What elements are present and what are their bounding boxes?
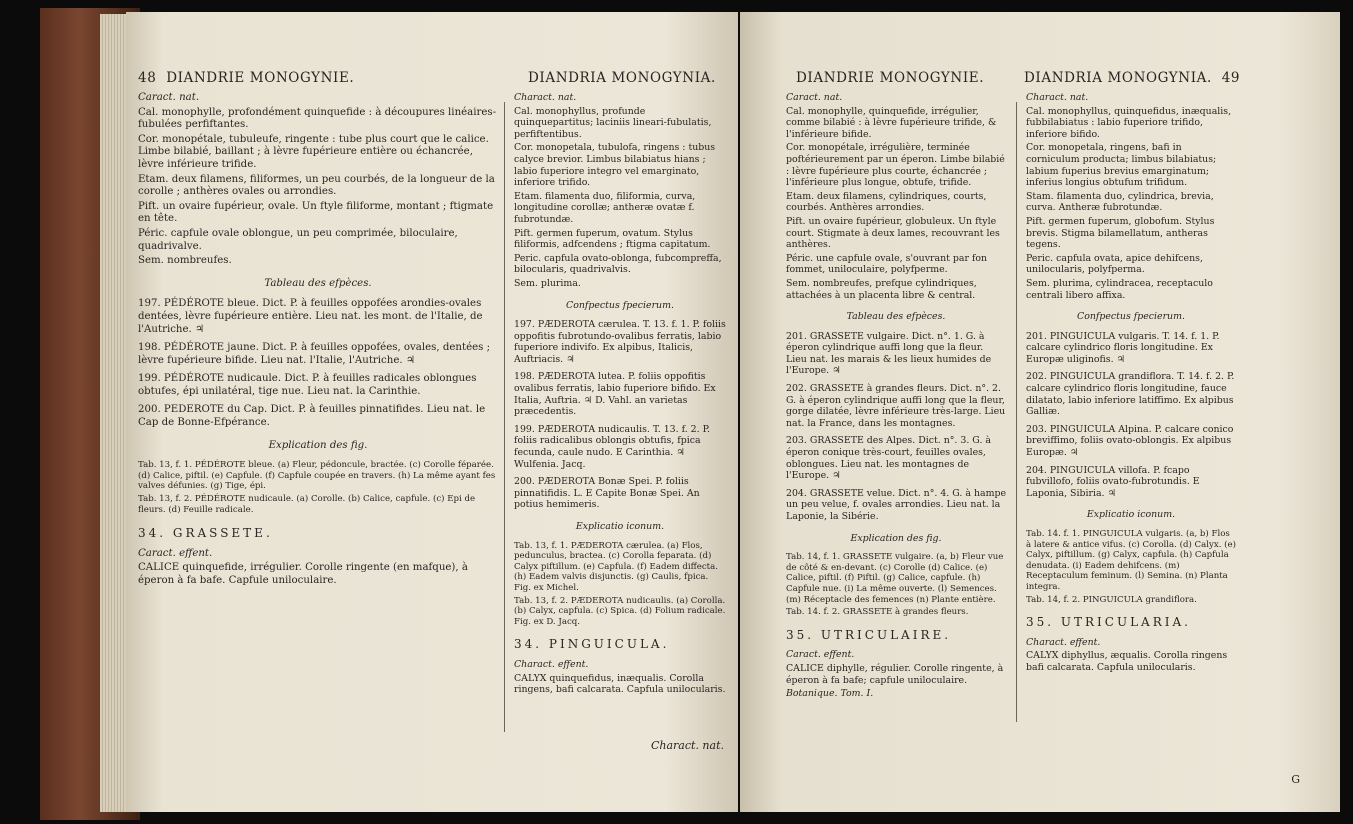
section-heading: Explication des fig. (268, 439, 368, 451)
species-entry: 203. PINGUICULA Alpina. P. calcare conico breviffimo, foliis ovato-oblongis. Ex alpibus Europæ. ♃ (1026, 423, 1234, 459)
text-block: Pift. un ovaire fupérieur, ovale. Un ftyle filiforme, montant ; ftigmate en tête. (138, 200, 494, 225)
text-block: Caract. effent. (138, 547, 213, 559)
text-block: Sem. plurima. (514, 277, 581, 289)
species-entry: 200. PÆDEROTA Bonæ Spei. P. foliis pinnatifidis. L. E Capite Bonæ Spei. An potius hemimeris. (514, 476, 700, 511)
text-block: CALICE quinquefide, irrégulier. Corolle ringente (en mafque), à éperon à fa bafe. Capfule uniloculaire. (138, 562, 468, 586)
signature-mark: G (1291, 773, 1300, 786)
text-block: Stam. filamenta duo, cylindrica, brevia, curva. Antheræ fubrotundæ. (1026, 190, 1214, 214)
species-entry: 202. GRASSETE à grandes fleurs. Dict. n°. 2. G. à éperon cylindrique auffi long que la fleur, gorge dilatée, lèvre inférieure très-large. Lieu nat. la France, dans les montagnes. (786, 383, 1006, 429)
right-header-la-number (1024, 70, 1240, 86)
text-block: Sem. plurima, cylindracea, receptaculo centrali libero affixa. (1026, 277, 1213, 301)
text-block: Sem. nombreufes, prefque cylindriques, attachées à un placenta libre & central. (786, 277, 977, 301)
right-header-fr: DIANDRIE MONOGYNIE. (796, 70, 985, 86)
section-heading: Tableau des efpèces. (846, 311, 946, 323)
species-entry: 204. GRASSETE velue. Dict. n°. 4. G. à hampe un peu velue, f. ovales arrondies. Lieu nat. la Laponie, la Sibérie. (786, 487, 1007, 522)
text-block: Péric. capfule ovale oblongue, un peu comprimée, biloculaire, quadrivalve. (138, 227, 458, 252)
text-block: Cor. monopetala, tubulofa, ringens : tubus calyce brevior. Limbus bilabiatus hians ; labio fuperiore integro vel emarginato, inferiore trifido. (514, 142, 716, 189)
figure-explanation: Tab. 13, f. 2. PÆDEROTA nudicaulis. (a) Corolla. (b) Calyx, capfula. (c) Spica. (d) Folium radicale. Fig. ex D. Jacq. (514, 595, 726, 627)
text-block: Cal. monophyllus, profunde quinquepartitus; laciniis lineari-fubulatis, perfiftentibus. (514, 105, 712, 140)
text-block: Charact. effent. (1026, 636, 1101, 648)
species-entry: 202. PINGUICULA grandiflora. T. 14. f. 2. P. calcare cylindrico floris longitudine, fauce dilatato, labio inferiore latiffimo. Ex alpibus Galliæ. (1026, 371, 1235, 418)
species-entry: 204. PINGUICULA villofa. P. fcapo fubvillofo, foliis ovato-fubrotundis. E Laponia, Sibiria. ♃ (1026, 464, 1200, 499)
text-block: Pift. germen fuperum, ovatum. Stylus filiformis, adfcendens ; ftigma capitatum. (514, 227, 711, 251)
left-french-column (138, 92, 498, 590)
species-entry: 201. GRASSETE vulgaire. Dict. n°. 1. G. à éperon cylindrique auffi long que la fleur. Lieu nat. les marais & les lieux humides de l'Europe. ♃ (786, 330, 992, 377)
text-block: Charact. nat. (1026, 92, 1089, 103)
section-heading: Tableau des efpèces. (264, 277, 372, 289)
column-rule (1016, 102, 1017, 722)
text-block: Péric. une capfule ovale, s'ouvrant par fon fommet, uniloculaire, polyfperme. (786, 252, 988, 276)
text-block: CALYX diphyllus, æqualis. Corolla ringens bafi calcarata. Capfula unilocularis. (1026, 650, 1228, 673)
section-heading: Confpectus fpecierum. (1077, 311, 1185, 323)
text-block: Cal. monophyllus, quinquefidus, inæqualis, fubbilabiatus : labio fuperiore trifido, inferiore bifido. (1026, 105, 1232, 140)
text-block: Etam. filamenta duo, filiformia, curva, longitudine corollæ; antheræ ovatæ f. fubrotundæ. (514, 190, 696, 225)
genus-heading: 34. PINGUICULA. (514, 637, 670, 652)
species-entry: 203. GRASSETE des Alpes. Dict. n°. 3. G. à éperon conique très-court, feuilles ovales, oblongues. Lieu nat. les montagnes de l'Europe. ♃ (786, 435, 992, 482)
text-block: Cor. monopetala, ringens, bafi in corniculum producta; limbus bilabiatus; labium fuperius brevius emarginatum; inferius longius obtufum trifidum. (1026, 142, 1217, 189)
left-header-fr: DIANDRIE MONOGYNIE. (166, 70, 355, 86)
left-latin-column (514, 92, 726, 698)
text-block: Caract. nat. (786, 92, 843, 103)
catchword: Charact. nat. (650, 739, 724, 752)
right-page (740, 12, 1340, 812)
figure-explanation: Tab. 13, f. 1. PÆDEROTA cærulea. (a) Flos, pedunculus, bractea. (c) Corolla feparata. (d) Calyx piftillum. (e) Capfula. (f) Eadem diffecta. (h) Eadem valvis disjunctis. (g) Caulis, fpica. Fig. ex Michel. (514, 540, 718, 593)
text-block: Charact. effent. (514, 658, 589, 670)
figure-explanation: Tab. 14. f. 1. PINGUICULA vulgaris. (a, b) Flos à latere & antice vifus. (c) Corolla. (d) Calyx. (e) Calyx, piftillum. (g) Calyx, capfula. (h) Capfula denudata. (i) Eadem dehifcens. (m) Receptaculum feminum. (l) Semina. (n) Planta integra. (1026, 529, 1236, 592)
text-block: Caract. effent. (786, 649, 855, 661)
genus-heading: 34. GRASSETE. (138, 526, 273, 541)
species-entry: 199. PÆDEROTA nudicaulis. T. 13. f. 2. P. foliis radicalibus oblongis obtufis, fpica fecunda, caule nudo. E Carinthia. ♃ Wulfenia. Jacq. (514, 423, 710, 470)
section-heading: Explicatio iconum. (575, 521, 665, 532)
section-heading: Confpectus fpecierum. (566, 299, 674, 311)
text-block: CALICE diphylle, régulier. Corolle ringente, à éperon à fa bafe; capfule uniloculaire. (786, 662, 1004, 686)
page-footer: Botanique. Tom. I. (786, 688, 874, 700)
genus-heading: 35. UTRICULARIA. (1026, 615, 1191, 630)
species-entry: 197. PÆDEROTA cærulea. T. 13. f. 1. P. foliis oppofitis fubrotundo-ovalibus ferratis, labio fuperiore indivifo. Ex alpibus, Italicis, Auftriacis. ♃ (514, 319, 726, 365)
text-block: Sem. nombreufes. (138, 255, 232, 267)
species-entry: 201. PINGUICULA vulgaris. T. 14. f. 1. P. calcare cylindrico floris longitudine. Ex Europæ uliginofis. ♃ (1026, 330, 1220, 365)
text-block: Pift. un ovaire fupérieur, globuleux. Un ftyle court. Stigmate à deux lames, recouvrant les anthères. (786, 215, 1000, 251)
section-heading: Explicatio iconum. (1086, 509, 1176, 521)
species-entry: 198. PÉDÉROTE jaune. Dict. P. à feuilles oppofées, ovales, dentées ; lèvre fupérieure bifide. Lieu nat. l'Italie, l'Autriche. ♃ (138, 342, 491, 366)
figure-explanation: Tab. 14, f. 2. PINGUICULA grandiflora. (1026, 594, 1197, 605)
right-page-number: 49 (1221, 70, 1241, 86)
species-entry: 197. PÉDÉROTE bleue. Dict. P. à feuilles oppofées arondies-ovales dentées, lèvre fupérieure entière. Lieu nat. les mont. de l'Italie, de l'Autriche. ♃ (138, 298, 483, 335)
text-block: Charact. nat. (514, 92, 577, 103)
text-block: Cor. monopétale, tubuleufe, ringente : tube plus court que le calice. Limbe bilabié, baillant ; à lèvre fupérieure entière ou échancrée, lèvre inférieure trifide. (138, 133, 489, 170)
species-entry: 200. PEDEROTE du Cap. Dict. P. à feuilles pinnatifides. Lieu nat. le Cap de Bonne-Efpérance. (138, 404, 486, 429)
right-french-column (786, 92, 1006, 702)
text-block: Pift. germen fuperum, globofum. Stylus brevis. Stigma bilamellatum, antheras tegens. (1026, 215, 1215, 251)
figure-explanation: Tab. 13, f. 2. PÉDÉROTE nudicaule. (a) Corolle. (b) Calice, capfule. (c) Epi de fleurs. (d) Feuille radicale. (138, 494, 476, 515)
right-header-la: DIANDRIA MONOGYNIA. (1024, 70, 1212, 86)
text-block: Caract. nat. (138, 92, 200, 103)
species-entry: 199. PÉDÉROTE nudicaule. Dict. P. à feuilles radicales oblongues obtufes, épi unilatéral, tige nue. Lieu nat. la Carinthie. (138, 373, 477, 397)
section-heading: Explication des fig. (850, 532, 942, 544)
text-block: Peric. capfula ovato-oblonga, fubcompreffa, bilocularis, quadrivalvis. (514, 252, 722, 276)
left-header-la: DIANDRIA MONOGYNIA. (528, 70, 716, 86)
left-page-number-header (138, 70, 354, 86)
left-page (126, 12, 738, 812)
figure-explanation: Tab. 14, f. 1. GRASSETE vulgaire. (a, b) Fleur vue de côté & en-devant. (c) Corolle (d) Calice. (e) Calice, piftil. (f) Piftil. (g) Calice, capfule. (h) Capfule nue. (i) La même ouverte. (l) Semences. (m) Réceptacle des femences (n) Plante entière. (786, 552, 1004, 605)
figure-explanation: Tab. 13, f. 1. PÉDÉROTE bleue. (a) Fleur, pédoncule, bractée. (c) Corolle féparée. (d) Calice, piftil. (e) Capfule. (f) Capfule coupée en travers. (h) La même ayant fes valves défunies. (g) Tige, épi. (138, 460, 496, 492)
right-latin-column (1026, 92, 1236, 676)
figure-explanation: Tab. 14. f. 2. GRASSETE à grandes fleurs. (786, 607, 969, 618)
column-rule (504, 102, 505, 732)
text-block: CALYX quinquefidus, inæqualis. Corolla ringens, bafi calcarata. Capfula unilocularis. (514, 672, 726, 696)
species-entry: 198. PÆDEROTA lutea. P. foliis oppofitis ovalibus ferratis, labio fuperiore bifido. Ex Italia, Auftria. ♃ D. Vahl. an varietas præcedentis. (514, 371, 716, 418)
text-block: Etam. deux filamens, cylindriques, courts, courbés. Anthères arrondies. (786, 190, 987, 214)
genus-heading: 35. UTRICULAIRE. (786, 627, 952, 642)
left-page-number: 48 (138, 70, 157, 86)
open-book (40, 8, 1340, 820)
text-block: Peric. capfula ovata, apice dehifcens, unilocularis, polyfperma. (1026, 252, 1203, 276)
text-block: Cal. monophylle, quinquefide, irrégulier, comme bilabié : à lèvre fupérieure trifide, & l'inférieure bifide. (786, 105, 997, 140)
text-block: Cal. monophylle, profondément quinquefide : à découpures linéaires-fubulées perfiftantes. (138, 106, 497, 131)
text-block: Cor. monopétale, irrégulière, terminée poftérieurement par un éperon. Limbe bilabié : lèvre fupérieure plus courte, échancrée ; l'inférieure plus longue, obtufe, trifide. (786, 142, 1005, 189)
text-block: Etam. deux filamens, filiformes, un peu courbés, de la longueur de la corolle ; anthères ovales ou arrondies. (138, 173, 495, 198)
